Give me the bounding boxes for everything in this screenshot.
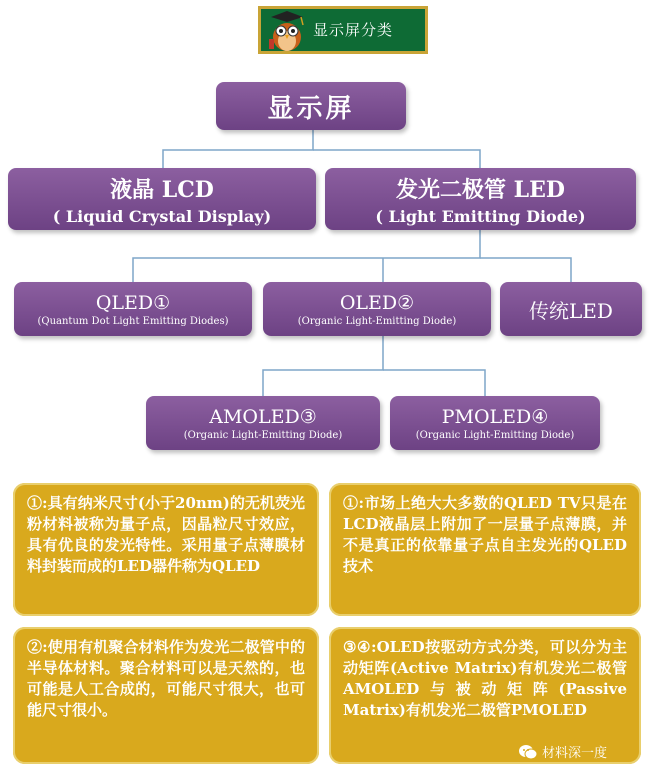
note-oled-classification: ③④:OLED按驱动方式分类，可以分为主动矩阵(Active Matrix)有机发光二极管AMOLED与被动矩阵(Passive Matrix)有机发光二极管PMOLED: [329, 627, 641, 764]
node-traditional-led: [500, 282, 642, 336]
node-display-screen-title: 显示屏: [267, 93, 355, 124]
node-amoled-title: AMOLED③: [209, 405, 317, 428]
node-pmoled-subtitle: (Organic Light-Emitting Diode): [415, 429, 575, 441]
node-led: [325, 168, 636, 230]
watermark-text: 材料深一度: [542, 746, 608, 761]
node-traditional-led-title: 传统LED: [529, 298, 613, 323]
node-qled-subtitle: (Quantum Dot Light Emitting Diodes): [37, 315, 229, 327]
node-qled: [14, 282, 252, 336]
node-oled: [263, 282, 491, 336]
wechat-icon: [518, 744, 538, 760]
wechat-watermark: [518, 742, 607, 761]
node-lcd-title: 液晶 LCD: [110, 176, 214, 203]
node-oled-title: OLED②: [339, 291, 415, 314]
node-oled-subtitle: (Organic Light-Emitting Diode): [297, 315, 457, 327]
note-qled-definition: ①:具有纳米尺寸(小于20nm)的无机荧光粉材料被称为量子点，因晶粒尺寸效应，具有优良的发光特性。采用量子点薄膜材料封装而成的LED器件称为QLED: [13, 483, 319, 616]
node-amoled-subtitle: (Organic Light-Emitting Diode): [183, 429, 343, 441]
node-led-subtitle: ( Light Emitting Diode): [375, 206, 586, 226]
node-display-screen: [216, 82, 406, 130]
node-qled-title: QLED①: [95, 291, 171, 314]
node-lcd: [8, 168, 316, 230]
node-pmoled-title: PMOLED④: [441, 405, 549, 428]
node-lcd-subtitle: ( Liquid Crystal Display): [52, 206, 272, 226]
banner-title: 显示屏分类: [313, 21, 394, 39]
node-pmoled: [390, 396, 600, 450]
note-qled-tv: ①:市场上绝大大多数的QLED TV只是在LCD液晶层上附加了一层量子点薄膜，并不是真正的依靠量子点自主发光的QLED技术: [329, 483, 641, 616]
node-led-title: 发光二极管 LED: [396, 176, 565, 203]
note-oled-definition: ②:使用有机聚合材料作为发光二极管中的半导体材料。聚合材料可以是天然的，也可能是人工合成的，可能尺寸很大，也可能尺寸很小。: [13, 627, 319, 764]
node-amoled: [146, 396, 380, 450]
